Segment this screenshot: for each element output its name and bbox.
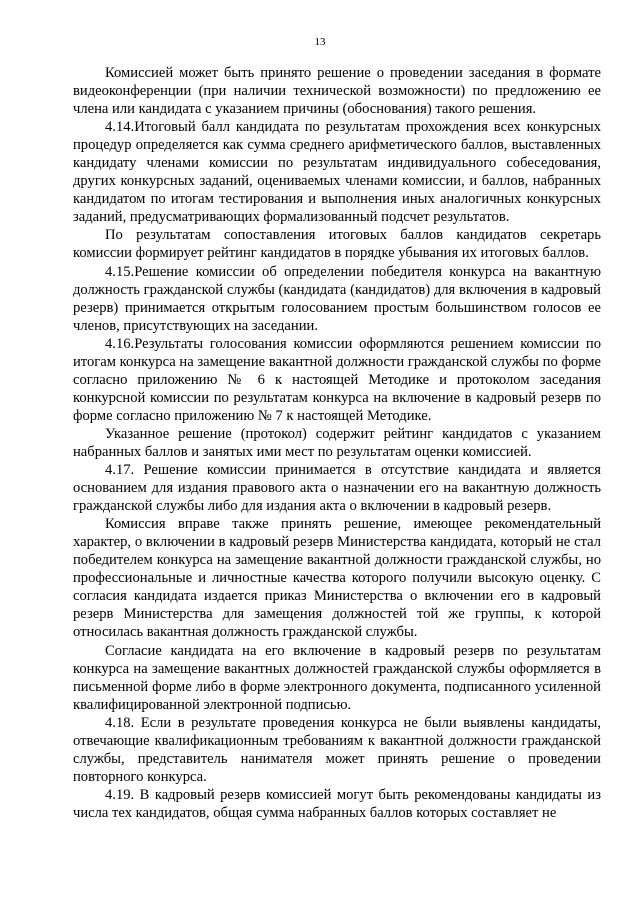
paragraph-4-14: 4.14.Итоговый балл кандидата по результатам прохождения всех конкурсных процедур определяется как сумма среднего арифметического баллов, выставленных кандидату членами комиссии по результатам индивидуального собеседования, других конкурсных заданий, оцениваемых членами комиссии, и баллов, набранных кандидатом по итогам тестирования и выполнения иных аналогичных конкурсных заданий, предусматривающих формализованный подсчет результатов. [73,119,601,226]
paragraph-consent: Согласие кандидата на его включение в кадровый резерв по результатам конкурса на замещение вакантных должностей гражданской службы оформляется в письменной форме либо в форме электронного документа, подписанного усиленной квалифицированной электронной подписью. [73,642,601,713]
paragraph-4-19: 4.19. В кадровый резерв комиссией могут быть рекомендованы кандидаты из числа тех кандидатов, общая сумма набранных баллов которых составляет не [73,786,601,821]
paragraph-decision-protocol: Указанное решение (протокол) содержит рейтинг кандидатов с указанием набранных баллов и занятых ими мест по результатам оценки комиссией. [73,425,601,460]
paragraph-4-18: 4.18. Если в результате проведения конкурса не были выявлены кандидаты, отвечающие квалификационным требованиям к вакантной должности гражданской службы, представитель нанимателя может принять решение о проведении повторного конкурса. [73,714,601,785]
document-body [73,64,601,822]
paragraph-videoconference: Комиссией может быть принято решение о проведении заседания в формате видеоконференции (при наличии технической возможности) по предложению ее члена или кандидата с указанием причины (обоснования) такого решения. [73,65,601,118]
paragraph-recommendation: Комиссия вправе также принять решение, имеющее рекомендательный характер, о включении в кадровый резерв Министерства кандидата, который не стал победителем конкурса на замещение вакантной должности гражданской службы, но профессиональные и личностные качества которого получили высокую оценку. С согласия кандидата издается приказ Министерства о включении его в кадровый резерв Министерства для замещения должностей той же группы, к которой относилась вакантная должность гражданской службы. [73,516,601,641]
paragraph-4-16: 4.16.Результаты голосования комиссии оформляются решением комиссии по итогам конкурса на замещение вакантной должности гражданской службы по форме согласно приложению № 6 к настоящей Методике и протоколом заседания конкурсной комиссии по результатам конкурса на включение в кадровый резерв по форме согласно приложению № 7 к настоящей Методике. [73,335,601,424]
page-number: 13 [314,36,326,48]
paragraph-rating: По результатам сопоставления итоговых баллов кандидатов секретарь комиссии формирует рейтинг кандидатов в порядке убывания их итоговых баллов. [73,227,601,262]
paragraph-4-17: 4.17. Решение комиссии принимается в отсутствие кандидата и является основанием для издания правового акта о назначении его на вакантную должность гражданской службы либо для издания акта о включении в кадровый резерв. [73,462,601,515]
paragraph-4-15: 4.15.Решение комиссии об определении победителя конкурса на вакантную должность гражданской службы (кандидата (кандидатов) для включения в кадровый резерв) принимается открытым голосованием простым большинством голосов ее членов, присутствующих на заседании. [73,263,601,334]
